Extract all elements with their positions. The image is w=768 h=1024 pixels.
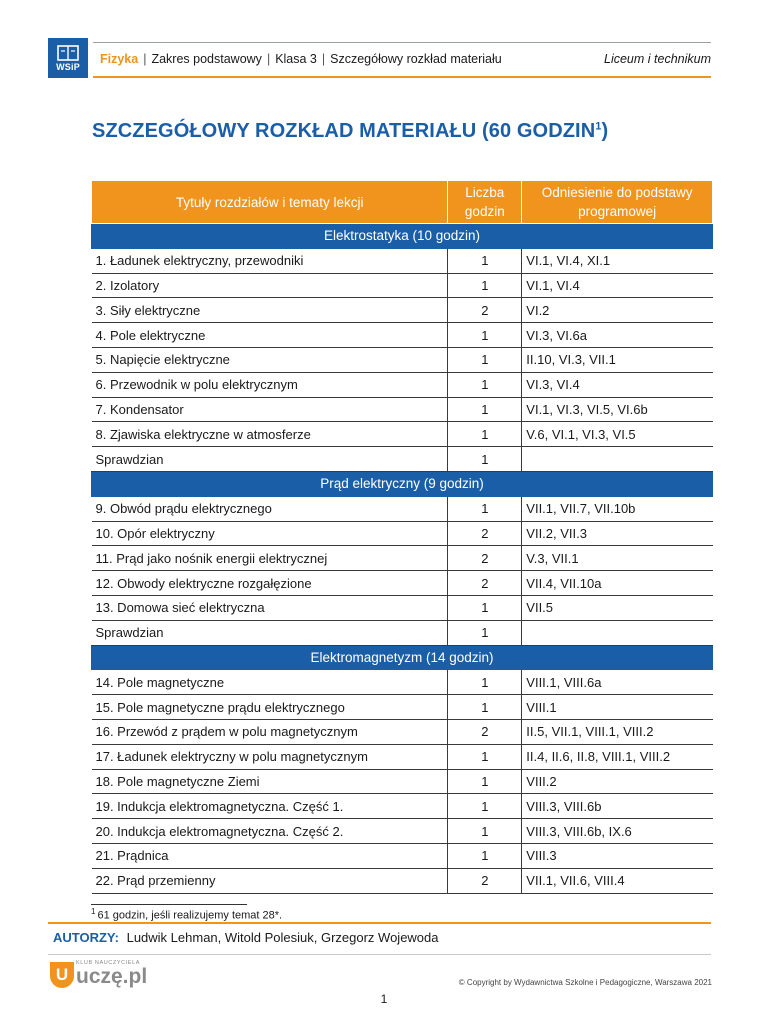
section-row (92, 645, 713, 670)
ucze-name: uczę.pl (76, 965, 148, 988)
page-number: 1 (380, 992, 388, 1006)
header-crumb-document: Szczegółowy rozkład materiału (330, 52, 502, 66)
column-header-curriculum: Odniesienie do podstawy programowej (522, 181, 713, 224)
document-title (92, 120, 608, 143)
table-row (92, 521, 713, 546)
footnote-divider (91, 904, 247, 905)
table-row (92, 447, 713, 472)
hours-cell: 2 (448, 298, 522, 323)
curriculum-ref-cell: VII.1, VII.7, VII.10b (522, 496, 713, 521)
hours-cell: 1 (448, 670, 522, 695)
lesson-topic-cell: 14. Pole magnetyczne (92, 670, 448, 695)
table-row (92, 819, 713, 844)
lesson-topic-cell: 8. Zjawiska elektryczne w atmosferze (92, 422, 448, 447)
column-header-hours: Liczba godzin (448, 181, 522, 224)
header-separator: | (321, 52, 326, 66)
table-row (92, 695, 713, 720)
table-row (92, 843, 713, 868)
curriculum-ref-cell: II.10, VI.3, VII.1 (522, 347, 713, 372)
lesson-topic-cell: Sprawdzian (92, 620, 448, 645)
authors-divider (48, 922, 711, 924)
table-row (92, 397, 713, 422)
hours-cell: 1 (448, 372, 522, 397)
hours-cell: 1 (448, 695, 522, 720)
curriculum-ref-cell: VIII.3, VIII.6b, IX.6 (522, 819, 713, 844)
curriculum-ref-cell: VII.4, VII.10a (522, 571, 713, 596)
document-title-text: SZCZEGÓŁOWY ROZKŁAD MATERIAŁU (60 GODZIN (92, 120, 596, 142)
curriculum-ref-cell: VI.3, VI.6a (522, 323, 713, 348)
ucze-logo (50, 960, 147, 988)
header-subject: Fizyka (100, 52, 139, 66)
curriculum-ref-cell: VIII.2 (522, 769, 713, 794)
ucze-u-icon: U (50, 962, 74, 988)
table-row (92, 595, 713, 620)
hours-cell: 1 (448, 447, 522, 472)
curriculum-ref-cell: VI.2 (522, 298, 713, 323)
hours-cell: 1 (448, 323, 522, 348)
header-crumb-class: Klasa 3 (275, 52, 317, 66)
lesson-topic-cell: 16. Przewód z prądem w polu magnetycznym (92, 719, 448, 744)
table-row (92, 769, 713, 794)
curriculum-ref-cell (522, 447, 713, 472)
curriculum-ref-cell: VII.5 (522, 595, 713, 620)
table-row (92, 620, 713, 645)
lesson-topic-cell: 4. Pole elektryczne (92, 323, 448, 348)
table-row (92, 719, 713, 744)
document-title-closing: ) (601, 120, 609, 142)
ucze-wordmark (76, 960, 147, 988)
hours-cell: 2 (448, 521, 522, 546)
lesson-topic-cell: 7. Kondensator (92, 397, 448, 422)
footnote-mark: 1 (91, 907, 96, 916)
column-header-topics: Tytuły rozdziałów i tematy lekcji (92, 181, 448, 224)
table-row (92, 298, 713, 323)
table-header-row (92, 181, 713, 224)
authors-line (53, 930, 439, 945)
header-divider-top (93, 42, 711, 43)
lesson-topic-cell: 11. Prąd jako nośnik energii elektrycznej (92, 546, 448, 571)
header-divider-bottom (93, 76, 711, 78)
table-row (92, 670, 713, 695)
footer-divider (48, 954, 711, 955)
hours-cell: 1 (448, 496, 522, 521)
hours-cell: 1 (448, 397, 522, 422)
hours-cell: 2 (448, 546, 522, 571)
lesson-topic-cell: 21. Prądnica (92, 843, 448, 868)
hours-cell: 1 (448, 248, 522, 273)
hours-cell: 1 (448, 769, 522, 794)
hours-cell: 1 (448, 620, 522, 645)
wsip-logo (48, 38, 88, 78)
lesson-topic-cell: 19. Indukcja elektromagnetyczna. Część 1. (92, 794, 448, 819)
title-footnote-mark: 1 (595, 120, 602, 133)
table-row (92, 372, 713, 397)
curriculum-ref-cell: V.3, VII.1 (522, 546, 713, 571)
table-row (92, 546, 713, 571)
hours-cell: 1 (448, 819, 522, 844)
ucze-tagline: KLUB NAUCZYCIELA (76, 960, 141, 966)
header-separator: | (266, 52, 271, 66)
curriculum-ref-cell: VII.1, VII.6, VIII.4 (522, 868, 713, 893)
section-title: Prąd elektryczny (9 godzin) (92, 471, 713, 496)
hours-cell: 2 (448, 719, 522, 744)
lesson-topic-cell: Sprawdzian (92, 447, 448, 472)
hours-cell: 1 (448, 347, 522, 372)
table-row (92, 571, 713, 596)
lesson-topic-cell: 17. Ładunek elektryczny w polu magnetycznym (92, 744, 448, 769)
schedule-body (92, 224, 713, 894)
authors-names: Ludwik Lehman, Witold Polesiuk, Grzegorz Wojewoda (126, 930, 439, 945)
lesson-topic-cell: 6. Przewodnik w polu elektrycznym (92, 372, 448, 397)
section-title: Elektrostatyka (10 godzin) (92, 224, 713, 249)
hours-cell: 1 (448, 422, 522, 447)
curriculum-ref-cell: VIII.3 (522, 843, 713, 868)
table-row (92, 422, 713, 447)
table-row (92, 323, 713, 348)
hours-cell: 2 (448, 571, 522, 596)
table-row (92, 794, 713, 819)
hours-cell: 1 (448, 794, 522, 819)
header-breadcrumb (100, 52, 502, 66)
curriculum-ref-cell: VI.1, VI.3, VI.5, VI.6b (522, 397, 713, 422)
section-row (92, 224, 713, 249)
authors-label: AUTORZY: (53, 930, 119, 945)
hours-cell: 2 (448, 868, 522, 893)
lesson-topic-cell: 1. Ładunek elektryczny, przewodniki (92, 248, 448, 273)
footnote (91, 907, 282, 922)
table-row (92, 744, 713, 769)
section-title: Elektromagnetyzm (14 godzin) (92, 645, 713, 670)
curriculum-ref-cell (522, 620, 713, 645)
header-crumb-scope: Zakres podstawowy (151, 52, 262, 66)
lesson-topic-cell: 15. Pole magnetyczne prądu elektrycznego (92, 695, 448, 720)
curriculum-ref-cell: VII.2, VII.3 (522, 521, 713, 546)
curriculum-ref-cell: II.5, VII.1, VIII.1, VIII.2 (522, 719, 713, 744)
table-row (92, 347, 713, 372)
table-row (92, 496, 713, 521)
lesson-topic-cell: 5. Napięcie elektryczne (92, 347, 448, 372)
lesson-topic-cell: 3. Siły elektryczne (92, 298, 448, 323)
curriculum-ref-cell: VI.1, VI.4 (522, 273, 713, 298)
hours-cell: 1 (448, 843, 522, 868)
copyright-notice: © Copyright by Wydawnictwa Szkolne i Pedagogiczne, Warszawa 2021 (458, 978, 712, 987)
lesson-topic-cell: 18. Pole magnetyczne Ziemi (92, 769, 448, 794)
lesson-topic-cell: 20. Indukcja elektromagnetyczna. Część 2. (92, 819, 448, 844)
table-row (92, 248, 713, 273)
lesson-topic-cell: 9. Obwód prądu elektrycznego (92, 496, 448, 521)
book-icon (57, 45, 79, 61)
running-header (100, 50, 711, 68)
curriculum-ref-cell: II.4, II.6, II.8, VIII.1, VIII.2 (522, 744, 713, 769)
section-row (92, 471, 713, 496)
table-row (92, 868, 713, 893)
logo-text: WSiP (56, 61, 80, 72)
lesson-topic-cell: 13. Domowa sieć elektryczna (92, 595, 448, 620)
lesson-topic-cell: 10. Opór elektryczny (92, 521, 448, 546)
curriculum-ref-cell: VIII.1, VIII.6a (522, 670, 713, 695)
hours-cell: 1 (448, 595, 522, 620)
curriculum-ref-cell: V.6, VI.1, VI.3, VI.5 (522, 422, 713, 447)
curriculum-ref-cell: VIII.3, VIII.6b (522, 794, 713, 819)
lesson-topic-cell: 2. Izolatory (92, 273, 448, 298)
table-row (92, 273, 713, 298)
header-separator: | (143, 52, 147, 66)
curriculum-ref-cell: VIII.1 (522, 695, 713, 720)
hours-cell: 1 (448, 273, 522, 298)
footnote-text: 61 godzin, jeśli realizujemy temat 28*. (97, 909, 283, 922)
schedule-table (91, 180, 713, 894)
curriculum-ref-cell: VI.1, VI.4, XI.1 (522, 248, 713, 273)
curriculum-ref-cell: VI.3, VI.4 (522, 372, 713, 397)
hours-cell: 1 (448, 744, 522, 769)
lesson-topic-cell: 12. Obwody elektryczne rozgałęzione (92, 571, 448, 596)
header-school-type: Liceum i technikum (604, 52, 711, 66)
lesson-topic-cell: 22. Prąd przemienny (92, 868, 448, 893)
